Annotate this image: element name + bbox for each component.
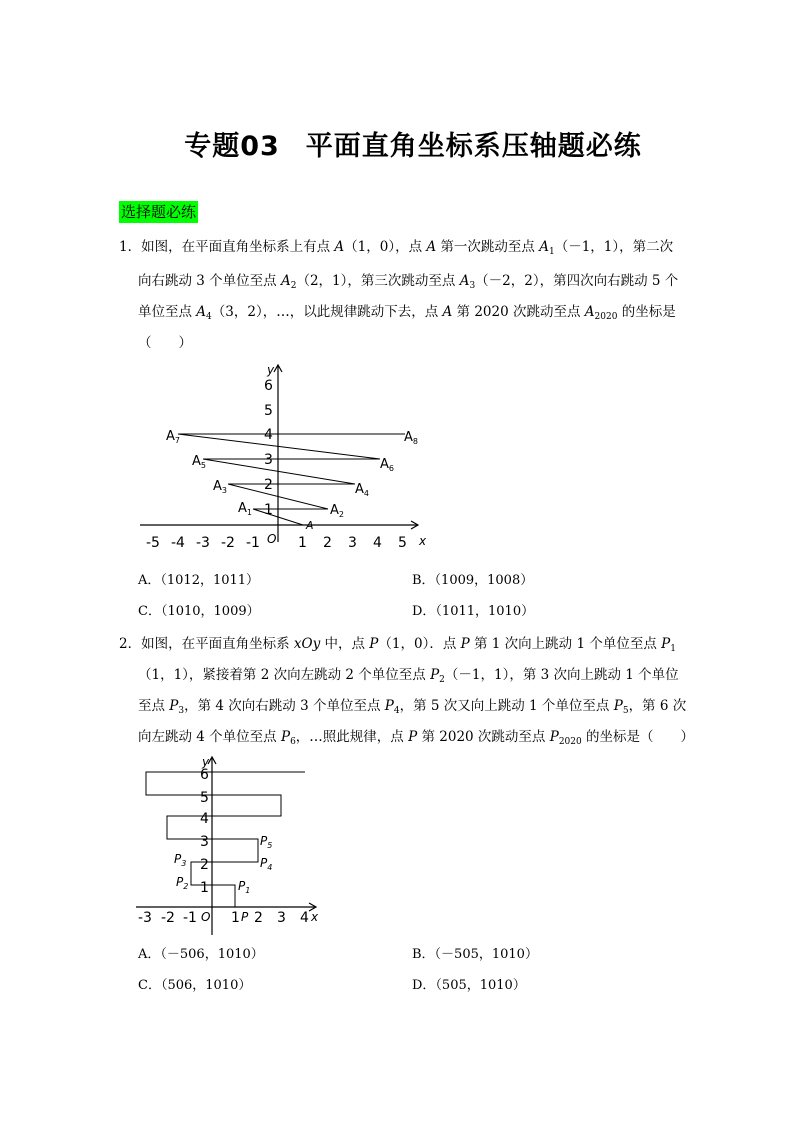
fig2-xtick: 1 — [231, 910, 240, 926]
fig1-seg-a6-a7 — [178, 434, 380, 459]
fig1-point-a4: $A_4$ — [355, 482, 369, 498]
q1-line-1: 1．如图，在平面直角坐标系上有点 A（1，0），点 A 第一次跳动至点 $A_1(-1$，1），第二次 — [119, 239, 674, 257]
fig1-ytick: 5 — [264, 403, 273, 419]
section-label: 选择题必练 — [121, 203, 197, 221]
fig1-xtick: -2 — [221, 535, 235, 551]
fig2-axis-y-label: y — [202, 755, 210, 769]
fig2-ytick: 1 — [200, 880, 209, 896]
page-title: 专题03 平面直角坐标系压轴题必练 — [184, 131, 642, 162]
fig1-xtick: -5 — [146, 535, 160, 551]
q1-line-3: 单位至点 $A_4(3$，2），…，以此规律跳动下去，点 A 第 2020 次跳动至点 $A_{2020}$ 的坐标是 — [138, 304, 676, 322]
q2-line-1: 2．如图，在平面直角坐标系 xOy 中，点 P（1，0）．点 P 第 1 次向上跳动 1 个单位至点 $P_1$ — [119, 636, 676, 654]
fig2-point-p1: $P_1$ — [238, 879, 251, 895]
fig1-seg-a4-a5 — [203, 459, 355, 484]
fig1-xtick: 2 — [323, 535, 332, 551]
fig2-point-p5: $P_5$ — [260, 834, 273, 850]
fig2-ytick: 2 — [200, 857, 209, 873]
fig1-ytick: 1 — [264, 502, 273, 518]
fig1-ytick: 4 — [264, 427, 273, 443]
fig2-point-p2: $P_2$ — [176, 875, 189, 891]
fig1-ytick: 2 — [264, 477, 273, 493]
fig1-origin-label: O — [267, 532, 277, 546]
q1-option-b[interactable]: B．（1009，1008） — [412, 573, 534, 588]
fig2-path — [146, 772, 305, 907]
q2-option-d[interactable]: D．（505，1010） — [412, 978, 526, 993]
fig1-point-a3: $A_3$ — [213, 479, 227, 495]
q1-line-2: 向右跳动 3 个单位至点 $A_2(2$，1），第三次跳动至点 $A_3(-2$，2），第四次向右跳动 5 个 — [138, 273, 679, 291]
fig2-xtick: 4 — [300, 910, 309, 926]
q2-option-b[interactable]: B．（－505，1010） — [412, 947, 538, 962]
fig2-xtick: -3 — [138, 910, 152, 926]
fig2-point-p: P — [241, 910, 249, 924]
figure-1 — [130, 362, 430, 552]
q2-line-4: 向左跳动 4 个单位至点 $P_6$，…照此规律，点 P 第 2020 次跳动至点 $P_{2020}$ 的坐标是（ ） — [138, 729, 695, 747]
fig1-xtick: 3 — [348, 535, 357, 551]
figure-2 — [132, 755, 332, 935]
q2-option-c[interactable]: C．（506，1010） — [138, 978, 252, 993]
fig2-ytick: 3 — [200, 834, 209, 850]
fig2-xtick: -1 — [183, 910, 197, 926]
fig1-point-a8: $A_8$ — [404, 430, 418, 446]
q1-line-4: （ ） — [138, 335, 192, 351]
fig2-xtick: 3 — [277, 910, 286, 926]
fig1-point-a: A — [306, 519, 314, 532]
fig1-ytick: 6 — [264, 378, 273, 394]
fig1-xtick: 4 — [373, 535, 382, 551]
fig1-xtick: -3 — [196, 535, 210, 551]
fig1-point-a6: $A_6$ — [380, 457, 394, 473]
fig1-axis-y-label: y — [267, 363, 275, 377]
fig2-xtick: 2 — [254, 910, 263, 926]
q2-line-2: （1，1），紧接着第 2 次向左跳动 2 个单位至点 $P_2(-1$，1），第 3 次向上跳动 1 个单位 — [138, 667, 679, 685]
fig2-origin-label: O — [201, 910, 211, 924]
fig2-ytick: 5 — [200, 790, 209, 806]
fig1-point-a2: $A_2$ — [330, 503, 344, 519]
fig1-ytick: 3 — [264, 452, 273, 468]
q2-line-3: 至点 $P_3$，第 4 次向右跳动 3 个单位至点 $P_4$，第 5 次又向上跳动 1 个单位至点 $P_5$，第 6 次 — [138, 698, 687, 716]
q2-option-a[interactable]: A．（－506，1010） — [138, 947, 264, 962]
q1-option-c[interactable]: C．（1010，1009） — [138, 604, 260, 619]
fig1-point-a7: $A_7$ — [166, 429, 180, 445]
fig1-xtick: -4 — [171, 535, 185, 551]
fig2-point-p4: $P_4$ — [260, 856, 273, 872]
fig1-point-a5: $A_5$ — [192, 454, 206, 470]
fig1-axis-x-label: x — [419, 534, 427, 548]
fig1-xtick: 5 — [398, 535, 407, 551]
fig2-point-p3: $P_3$ — [174, 852, 187, 868]
q1-option-d[interactable]: D．（1011，1010） — [412, 604, 535, 619]
fig2-axis-x-label: x — [311, 910, 319, 924]
fig1-xtick: 1 — [298, 535, 307, 551]
fig1-xtick: -1 — [246, 535, 260, 551]
fig1-point-a1: $A_1$ — [238, 501, 252, 517]
fig2-ytick: 6 — [200, 767, 209, 783]
fig2-ytick: 4 — [200, 811, 209, 827]
q1-option-a[interactable]: A．（1012，1011） — [138, 573, 260, 588]
fig2-xtick: -2 — [161, 910, 175, 926]
